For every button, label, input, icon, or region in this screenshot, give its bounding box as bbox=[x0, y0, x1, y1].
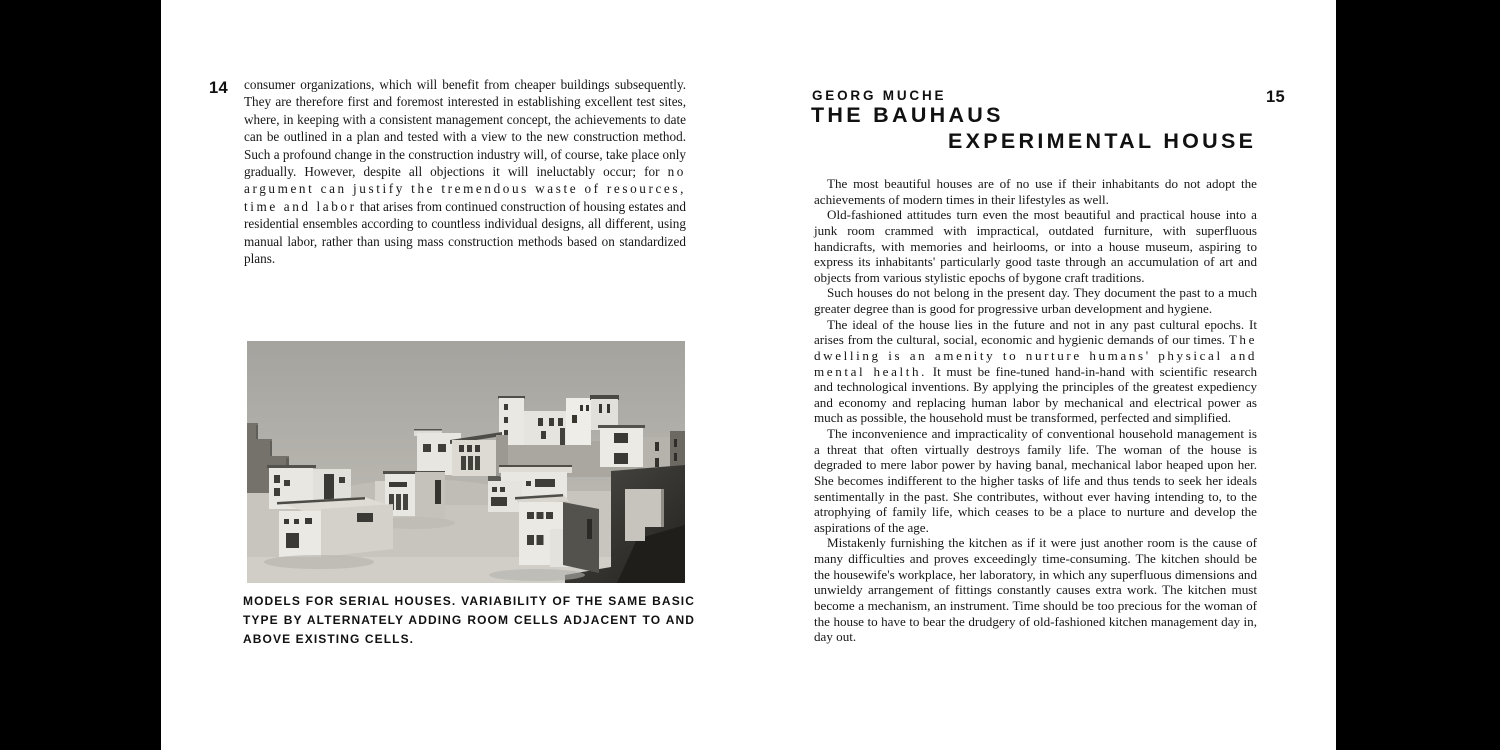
caption-line: MODELS FOR SERIAL HOUSES. VARIABILITY OF THE SAME BASIC bbox=[243, 594, 695, 608]
caption-line: ABOVE EXISTING CELLS. bbox=[243, 632, 415, 647]
paragraph bbox=[814, 317, 1257, 426]
text-segment: The inconvenience and impracticality of conventional household management is a threat that often virtually destroys family life. The woman of the house is degraded to mere labor power by having banal, mechanical labor heaped upon her. She becomes indifferent to the higher tasks of life and thus tends to seek her ideals sentimentally in the past. She contributes, without ever having intending to, to the atrophying of family life, which ceases to be a place to nurture and develop the aspirations of the age. bbox=[814, 426, 1257, 535]
text-segment: that arises from continued construction of housing estates and residential ensembles according to countless individual designs, all different, using manual labor, rather than using mass construction methods based on standardized plans. bbox=[244, 198, 686, 267]
text-segment: Such houses do not belong in the present day. They document the past to a much greater degree than is good for progressive urban development and hygiene. bbox=[814, 285, 1257, 316]
emphasized-text-segment: The dwelling is an amenity to nurture humans' physical and mental health. bbox=[814, 332, 1257, 379]
paragraph bbox=[814, 535, 1257, 644]
paragraph bbox=[814, 207, 1257, 285]
text-segment: The most beautiful houses are of no use if their inhabitants do not adopt the achievements of modern times in their lifestyles as well. bbox=[814, 176, 1257, 207]
emphasized-text-segment: no argument can justify the tremendous waste of resources, time and labor bbox=[244, 164, 686, 214]
right-black-border bbox=[1336, 0, 1500, 750]
chapter-title-line-2: EXPERIMENTAL HOUSE bbox=[948, 129, 1257, 153]
page-number-15: 15 bbox=[1266, 88, 1285, 106]
paragraph bbox=[814, 426, 1257, 535]
page-number-14: 14 bbox=[209, 79, 228, 97]
text-segment: consumer organizations, which will benefit from cheaper buildings subsequently. They are therefore first and foremost interested in establishing excellent test sites, where, in keeping with a consistent management concept, the achievements to date can be outlined in a plan and tested with a view to the new construction method. Such a profound change in the construction industry will, of course, take place only gradually. However, despite all objections it will ineluctably occur; for bbox=[244, 77, 686, 180]
right-page-body bbox=[814, 176, 1257, 645]
caption-line: TYPE BY ALTERNATELY ADDING ROOM CELLS ADJACENT TO AND bbox=[243, 613, 695, 628]
chapter-title-line-1: THE BAUHAUS bbox=[811, 103, 1004, 127]
paragraph bbox=[814, 285, 1257, 316]
left-black-border bbox=[0, 0, 161, 750]
serial-houses-photo-art bbox=[247, 341, 685, 583]
text-segment: Old-fashioned attitudes turn even the most beautiful and practical house into a junk room crammed with impractical, outdated furniture, with superfluous handicrafts, with memories and heirlooms, or into a house museum, aspiring to express its inhabitants' particularly good taste through an accumulation of art and objects from various stylistic epochs of bygone craft traditions. bbox=[814, 207, 1257, 285]
text-segment: Mistakenly furnishing the kitchen as if it were just another room is the cause of many difficulties and proves exceedingly time-consuming. The kitchen should be the housewife's workplace, her laboratory, in which any superfluous dimensions and unwieldy arrangement of fittings constantly causes extra work. The kitchen must become a mechanism, an instrument. Time should be too precious for the woman of the house to have to bear the drudgery of old-fashioned kitchen management day in, day out. bbox=[814, 535, 1257, 645]
photo-caption bbox=[243, 592, 695, 650]
model-house-cluster-center bbox=[414, 429, 508, 476]
left-page-paragraph bbox=[244, 76, 686, 267]
text-segment: It must be fine-tuned hand-in-hand with scientific research and technological inventions. By applying the principles of the greatest expediency and economy and replacing human labor by mechanical and electrical power as much as possible, the household must be transformed, perfected and simplified. bbox=[814, 363, 1257, 426]
author-name: GEORG MUCHE bbox=[812, 88, 947, 103]
paragraph bbox=[814, 176, 1257, 207]
text-segment: The ideal of the house lies in the future and not in any past cultural epochs. It arises from the cultural, social, economic and hygienic demands of our times. bbox=[814, 316, 1257, 348]
serial-houses-photo bbox=[247, 341, 685, 583]
